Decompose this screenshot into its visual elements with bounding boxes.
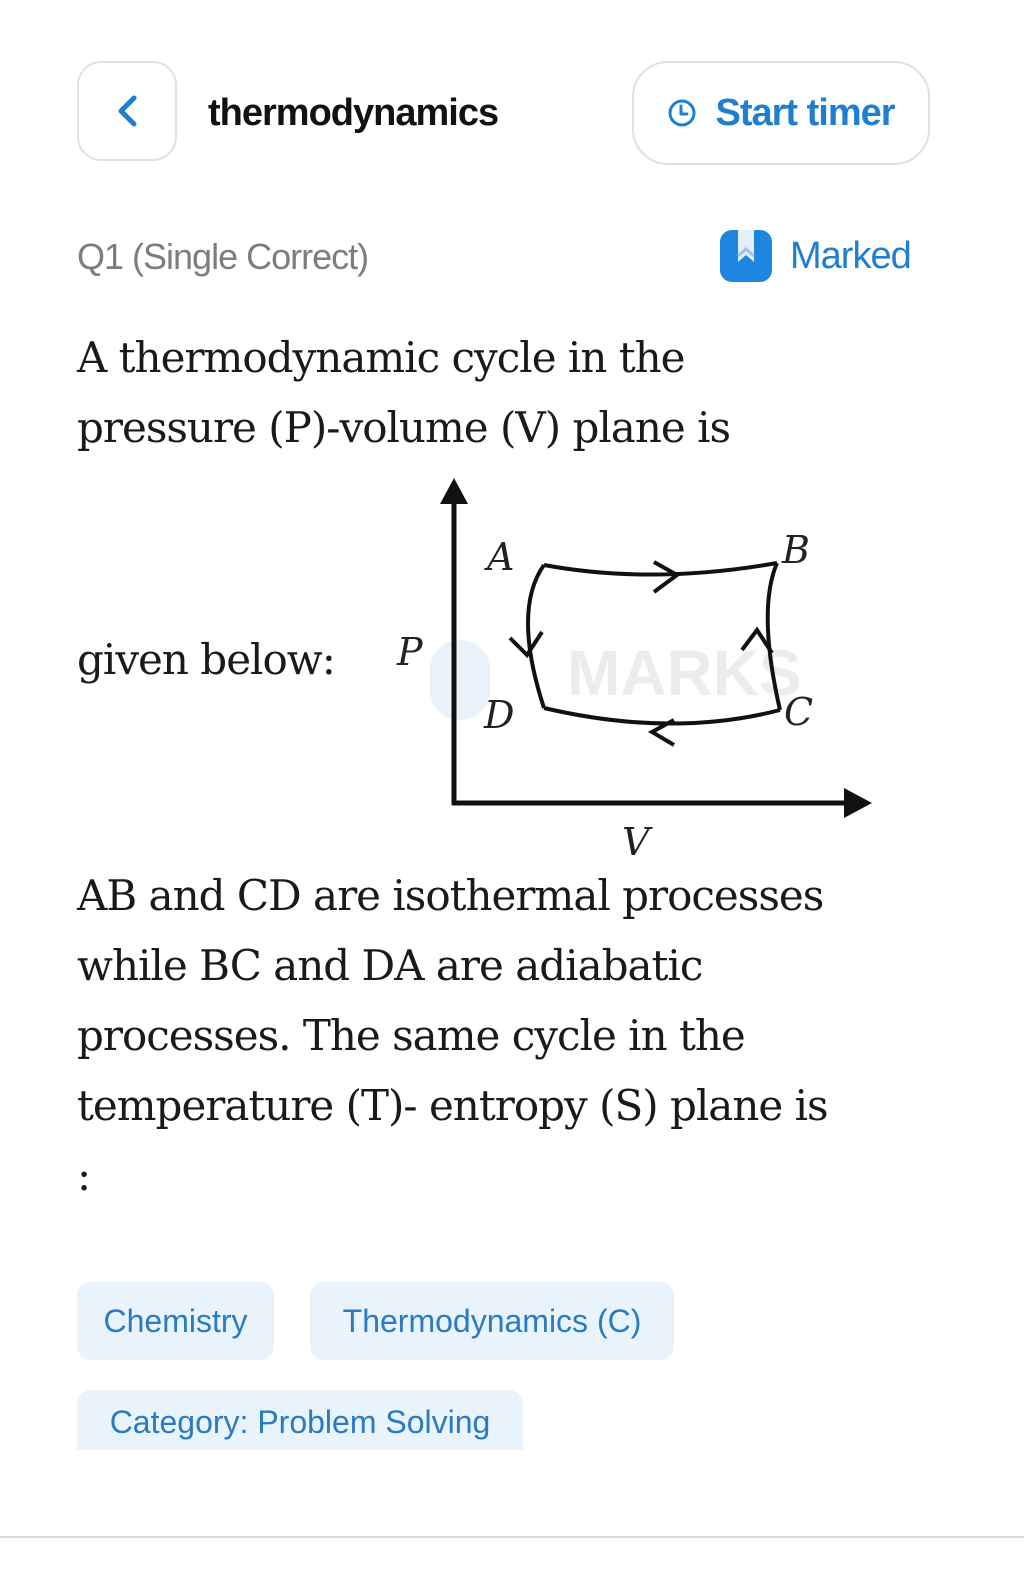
point-d-label: D	[484, 693, 515, 737]
question-text-line: given below:	[77, 635, 335, 684]
question-text-line: temperature (T)- entropy (S) plane is	[77, 1081, 828, 1130]
bookmark-icon	[718, 228, 774, 284]
point-a-label: A	[487, 535, 515, 579]
x-axis-label: V	[622, 820, 650, 860]
question-text-line: while BC and DA are adiabatic	[77, 941, 703, 990]
y-axis-label: P	[397, 630, 423, 674]
question-label: Q1 (Single Correct)	[77, 236, 369, 277]
page-title: thermodynamics	[208, 92, 499, 134]
point-b-label: B	[782, 528, 810, 572]
chevron-left-icon	[112, 93, 142, 129]
tag-subject[interactable]: Chemistry	[77, 1282, 274, 1360]
question-text-line: A thermodynamic cycle in the	[77, 333, 685, 382]
question-text-line: processes. The same cycle in the	[77, 1011, 745, 1060]
question-text-line: AB and CD are isothermal processes	[77, 871, 824, 920]
tag-chapter[interactable]: Thermodynamics (C)	[310, 1282, 674, 1360]
tag-category[interactable]: Category: Problem Solving	[77, 1390, 523, 1450]
clock-icon	[667, 98, 697, 128]
pv-diagram	[372, 470, 882, 860]
question-text-line: :	[77, 1151, 91, 1200]
bottom-divider	[0, 1536, 1024, 1538]
start-timer-label: Start timer	[715, 91, 895, 134]
back-button[interactable]	[77, 61, 177, 161]
point-c-label: C	[784, 690, 814, 734]
question-text-line: pressure (P)-volume (V) plane is	[77, 403, 731, 452]
watermark: MARKS	[567, 637, 802, 709]
marked-label: Marked	[790, 234, 911, 277]
start-timer-button[interactable]	[632, 61, 930, 165]
marked-toggle[interactable]	[718, 228, 911, 284]
